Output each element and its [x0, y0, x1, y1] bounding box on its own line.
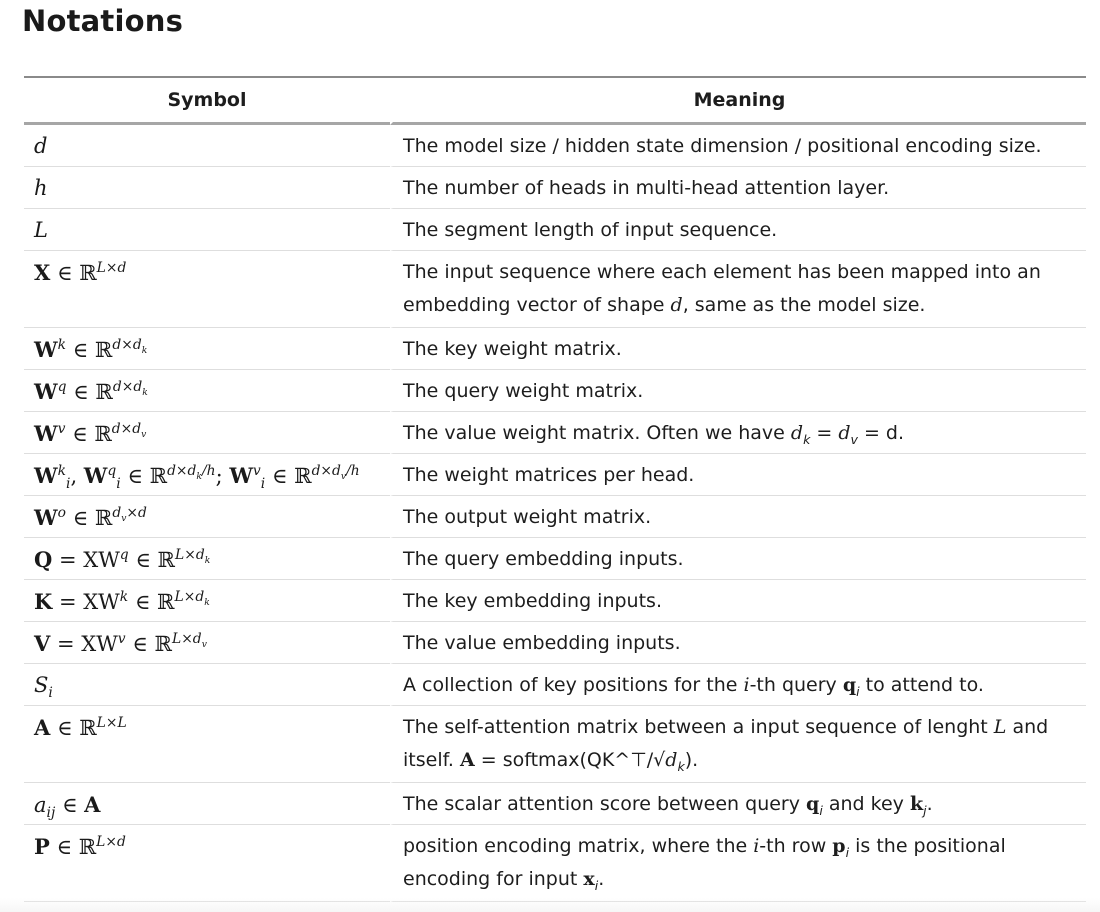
symbol-cell: $W^o$ ∈ ℝ$^{d_v\times d}$: [24, 496, 390, 538]
symbol-cell: X ∈ ℝ$^{L\times d}$: [24, 251, 390, 328]
meaning-cell: The input sequence where each element has been mapped into an embedding vector of shape d, same as the model size.: [390, 251, 1086, 328]
table-row: [24, 412, 1086, 454]
table-row: [24, 580, 1086, 622]
table-row: [24, 664, 1086, 706]
symbol-cell: $K = XW^k$ ∈ ℝ$^{L\times d_k}$: [24, 580, 390, 622]
symbol-cell: h: [24, 167, 390, 209]
meaning-cell: The value embedding inputs.: [390, 622, 1086, 664]
table-row: [24, 167, 1086, 209]
column-header-meaning: Meaning: [390, 78, 1086, 125]
symbol-cell: L: [24, 209, 390, 251]
meaning-cell: The number of heads in multi-head attention layer.: [390, 167, 1086, 209]
table-row: [24, 622, 1086, 664]
meaning-cell: The output weight matrix.: [390, 496, 1086, 538]
symbol-cell: $V = XW^v$ ∈ ℝ$^{L\times d_v}$: [24, 622, 390, 664]
symbol-cell: $Q = XW^q$ ∈ ℝ$^{L\times d_k}$: [24, 538, 390, 580]
table-row: [24, 825, 1086, 902]
table-row: [24, 125, 1086, 167]
meaning-cell: The weight matrices per head.: [390, 454, 1086, 496]
meaning-cell: The scalar attention score between query $q_i$ and key $k_j$.: [390, 783, 1086, 825]
table-row: [24, 328, 1086, 370]
meaning-cell: The query embedding inputs.: [390, 538, 1086, 580]
table-row: [24, 370, 1086, 412]
page-title: Notations: [22, 4, 184, 38]
table-row: [24, 496, 1086, 538]
symbol-cell: d: [24, 125, 390, 167]
meaning-cell: The self-attention matrix between a input sequence of lenght L and itself. $A = softmax(QK\^{}⊤/√d_k)$.: [390, 706, 1086, 783]
symbol-cell: $S_i$: [24, 664, 390, 706]
table-row: [24, 209, 1086, 251]
table-row: [24, 538, 1086, 580]
column-header-symbol: Symbol: [24, 78, 390, 125]
notations-table: [24, 76, 1086, 902]
bottom-fade: [0, 898, 1100, 912]
meaning-cell: The key weight matrix.: [390, 328, 1086, 370]
table-row: [24, 783, 1086, 825]
symbol-cell: $a_{ij}$ ∈ A: [24, 783, 390, 825]
meaning-cell: The model size / hidden state dimension / positional encoding size.: [390, 125, 1086, 167]
table-row: [24, 454, 1086, 496]
symbol-cell: $W^v$ ∈ ℝ$^{d\times d_v}$: [24, 412, 390, 454]
table-body: [24, 125, 1086, 902]
meaning-cell: The query weight matrix.: [390, 370, 1086, 412]
symbol-cell: $W^q$ ∈ ℝ$^{d\times d_k}$: [24, 370, 390, 412]
symbol-cell: A ∈ ℝ$^{L\times L}$: [24, 706, 390, 783]
symbol-cell: $W^k_i$, $W^q_i$ ∈ ℝ$^{d\times d_k/h}$; $W^v_i$ ∈ ℝ$^{d\times d_v/h}$: [24, 454, 390, 496]
table-header-row: [24, 78, 1086, 125]
symbol-cell: P ∈ ℝ$^{L\times d}$: [24, 825, 390, 902]
meaning-cell: A collection of key positions for the i-th query $q_i$ to attend to.: [390, 664, 1086, 706]
symbol-cell: $W^k$ ∈ ℝ$^{d\times d_k}$: [24, 328, 390, 370]
meaning-cell: The value weight matrix. Often we have $d_k = d_v = d$.: [390, 412, 1086, 454]
meaning-cell: position encoding matrix, where the i-th row $p_i$ is the positional encoding for input $x_i$.: [390, 825, 1086, 902]
meaning-cell: The key embedding inputs.: [390, 580, 1086, 622]
table-row: [24, 251, 1086, 328]
table-row: [24, 706, 1086, 783]
meaning-cell: The segment length of input sequence.: [390, 209, 1086, 251]
